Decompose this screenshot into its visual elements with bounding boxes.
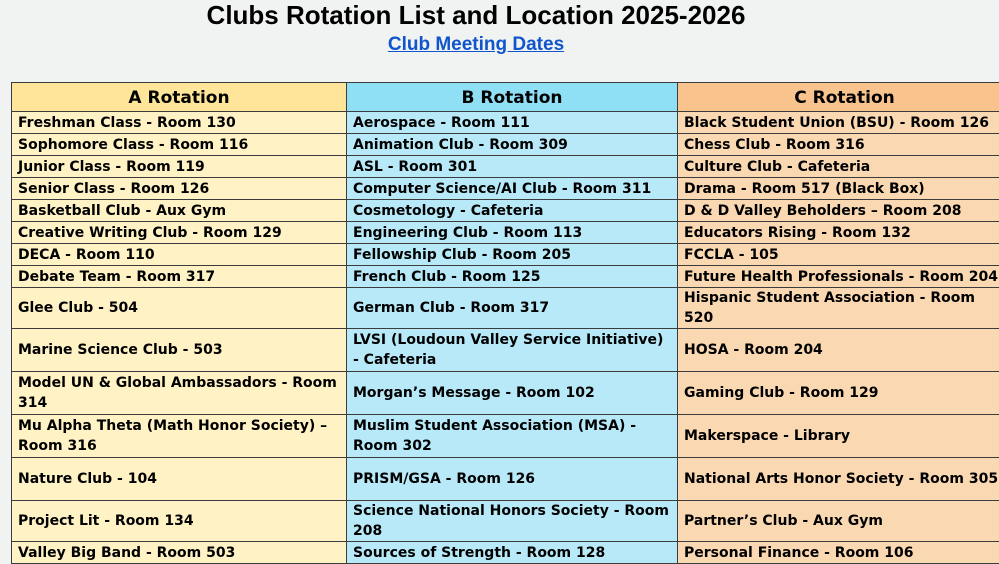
cell-a-rotation[interactable]: Sophomore Class - Room 116 (12, 134, 347, 156)
cell-c-rotation[interactable]: FCCLA - 105 (678, 244, 999, 266)
table-row (12, 178, 999, 200)
cell-a-rotation[interactable]: Junior Class - Room 119 (12, 156, 347, 178)
header-row (12, 83, 999, 112)
cell-b-rotation[interactable]: German Club - Room 317 (347, 288, 678, 329)
club-meeting-dates-link[interactable]: Club Meeting Dates (388, 34, 564, 55)
page-title: Clubs Rotation List and Location 2025-2026 (0, 0, 952, 30)
header-c-rotation[interactable]: C Rotation (678, 83, 999, 112)
table-row (12, 266, 999, 288)
table-row (12, 542, 999, 564)
cell-b-rotation[interactable]: Animation Club - Room 309 (347, 134, 678, 156)
rotation-table (11, 82, 999, 564)
table-row (12, 415, 999, 458)
header-a-rotation[interactable]: A Rotation (12, 83, 347, 112)
cell-a-rotation[interactable]: Marine Science Club - 503 (12, 329, 347, 372)
table-row (12, 112, 999, 134)
cell-a-rotation[interactable]: Valley Big Band - Room 503 (12, 542, 347, 564)
table-row (12, 372, 999, 415)
cell-b-rotation[interactable]: French Club - Room 125 (347, 266, 678, 288)
cell-a-rotation[interactable]: Model UN & Global Ambassadors - Room 314 (12, 372, 347, 415)
table-row (12, 329, 999, 372)
cell-a-rotation[interactable]: Glee Club - 504 (12, 288, 347, 329)
table-row (12, 134, 999, 156)
cell-b-rotation[interactable]: Cosmetology - Cafeteria (347, 200, 678, 222)
cell-c-rotation[interactable]: Hispanic Student Association - Room 520 (678, 288, 999, 329)
cell-b-rotation[interactable]: LVSI (Loudoun Valley Service Initiative) - Cafeteria (347, 329, 678, 372)
cell-c-rotation[interactable]: Culture Club - Cafeteria (678, 156, 999, 178)
cell-c-rotation[interactable]: Chess Club - Room 316 (678, 134, 999, 156)
cell-c-rotation[interactable]: Drama - Room 517 (Black Box) (678, 178, 999, 200)
cell-c-rotation[interactable]: Partner’s Club - Aux Gym (678, 501, 999, 542)
cell-a-rotation[interactable]: Basketball Club - Aux Gym (12, 200, 347, 222)
cell-b-rotation[interactable]: Science National Honors Society - Room 208 (347, 501, 678, 542)
cell-c-rotation[interactable]: HOSA - Room 204 (678, 329, 999, 372)
cell-b-rotation[interactable]: PRISM/GSA - Room 126 (347, 458, 678, 501)
cell-b-rotation[interactable]: Engineering Club - Room 113 (347, 222, 678, 244)
cell-a-rotation[interactable]: DECA - Room 110 (12, 244, 347, 266)
cell-c-rotation[interactable]: Future Health Professionals - Room 204 (678, 266, 999, 288)
cell-b-rotation[interactable]: Fellowship Club - Room 205 (347, 244, 678, 266)
cell-b-rotation[interactable]: Computer Science/AI Club - Room 311 (347, 178, 678, 200)
cell-b-rotation[interactable]: Morgan’s Message - Room 102 (347, 372, 678, 415)
cell-a-rotation[interactable]: Senior Class - Room 126 (12, 178, 347, 200)
table-row (12, 156, 999, 178)
header-b-rotation[interactable]: B Rotation (347, 83, 678, 112)
table-row (12, 501, 999, 542)
cell-c-rotation[interactable]: D & D Valley Beholders – Room 208 (678, 200, 999, 222)
table-row (12, 288, 999, 329)
cell-c-rotation[interactable]: Personal Finance - Room 106 (678, 542, 999, 564)
cell-a-rotation[interactable]: Debate Team - Room 317 (12, 266, 347, 288)
table-row (12, 200, 999, 222)
cell-b-rotation[interactable]: Sources of Strength - Room 128 (347, 542, 678, 564)
cell-c-rotation[interactable]: Black Student Union (BSU) - Room 126 (678, 112, 999, 134)
table-row (12, 458, 999, 501)
table-row (12, 222, 999, 244)
cell-c-rotation[interactable]: Gaming Club - Room 129 (678, 372, 999, 415)
cell-b-rotation[interactable]: Muslim Student Association (MSA) - Room 302 (347, 415, 678, 458)
table-row (12, 244, 999, 266)
cell-a-rotation[interactable]: Freshman Class - Room 130 (12, 112, 347, 134)
cell-b-rotation[interactable]: ASL - Room 301 (347, 156, 678, 178)
cell-b-rotation[interactable]: Aerospace - Room 111 (347, 112, 678, 134)
cell-c-rotation[interactable]: Makerspace - Library (678, 415, 999, 458)
subtitle-container (0, 34, 952, 56)
cell-c-rotation[interactable]: Educators Rising - Room 132 (678, 222, 999, 244)
cell-a-rotation[interactable]: Project Lit - Room 134 (12, 501, 347, 542)
cell-a-rotation[interactable]: Mu Alpha Theta (Math Honor Society) – Room 316 (12, 415, 347, 458)
cell-a-rotation[interactable]: Creative Writing Club - Room 129 (12, 222, 347, 244)
cell-a-rotation[interactable]: Nature Club - 104 (12, 458, 347, 501)
cell-c-rotation[interactable]: National Arts Honor Society - Room 305 (678, 458, 999, 501)
